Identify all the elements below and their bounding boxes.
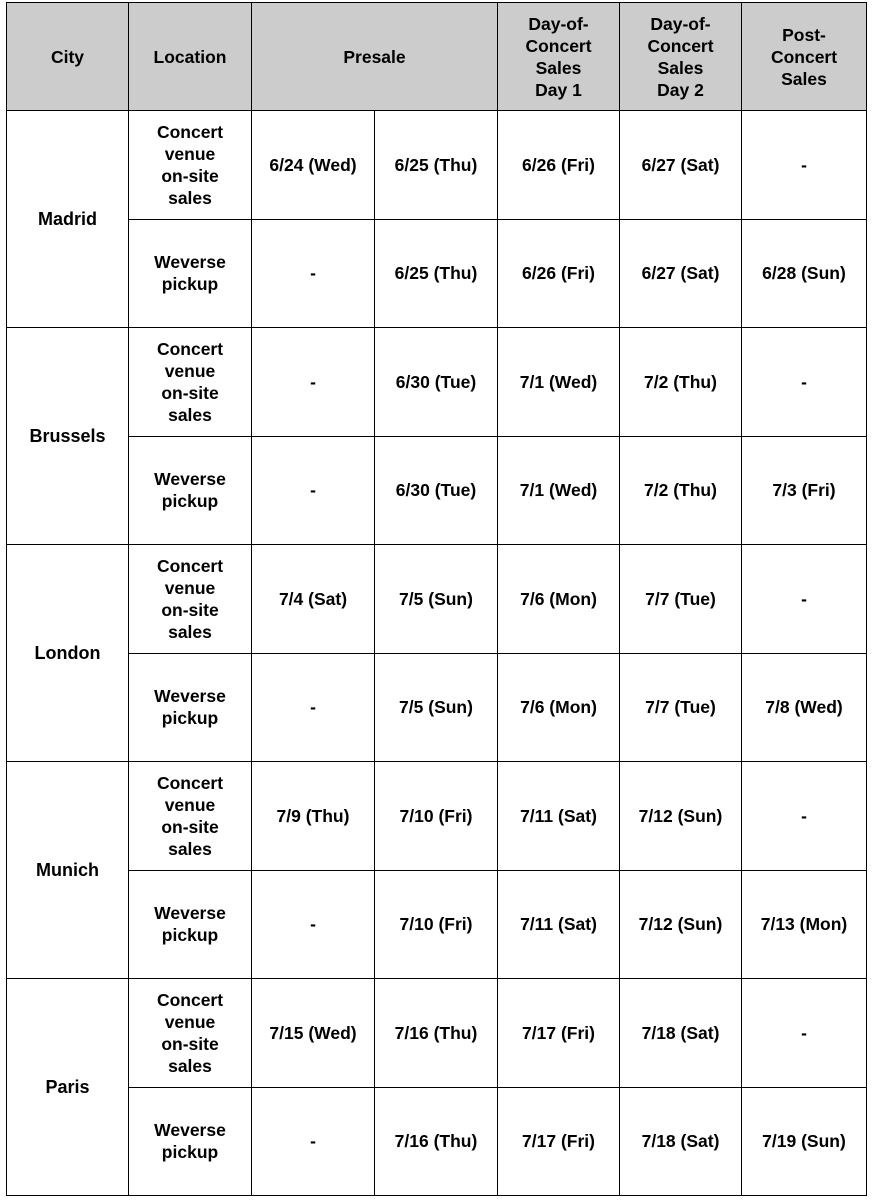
concert-day2-cell: 6/27 (Sat) xyxy=(620,111,742,220)
concert-day1-cell: 7/11 (Sat) xyxy=(498,762,620,871)
post-concert-cell: 7/13 (Mon) xyxy=(742,870,867,979)
presale-day1-cell: - xyxy=(252,1087,375,1196)
header-day1: Day-of- Concert Sales Day 1 xyxy=(498,3,620,111)
presale-day1-cell: - xyxy=(252,328,375,437)
post-concert-cell: - xyxy=(742,111,867,220)
presale-day2-cell: 7/10 (Fri) xyxy=(375,870,498,979)
table-row xyxy=(7,545,867,654)
presale-day2-cell: 6/25 (Thu) xyxy=(375,111,498,220)
concert-day2-cell: 7/12 (Sun) xyxy=(620,870,742,979)
location-cell: Concert venue on-site sales xyxy=(129,979,252,1088)
table-row xyxy=(7,111,867,220)
presale-day2-cell: 6/30 (Tue) xyxy=(375,436,498,545)
header-presale: Presale xyxy=(252,3,498,111)
concert-day2-cell: 7/2 (Thu) xyxy=(620,436,742,545)
concert-day1-cell: 7/11 (Sat) xyxy=(498,870,620,979)
presale-day2-cell: 7/16 (Thu) xyxy=(375,1087,498,1196)
table-row xyxy=(7,870,867,979)
table-row xyxy=(7,979,867,1088)
table-row xyxy=(7,1087,867,1196)
presale-day1-cell: - xyxy=(252,870,375,979)
city-cell: London xyxy=(7,545,129,762)
header-city: City xyxy=(7,3,129,111)
table-row xyxy=(7,219,867,328)
presale-day1-cell: 6/24 (Wed) xyxy=(252,111,375,220)
header-day2: Day-of- Concert Sales Day 2 xyxy=(620,3,742,111)
concert-day1-cell: 7/1 (Wed) xyxy=(498,328,620,437)
city-cell: Paris xyxy=(7,979,129,1196)
location-cell: Concert venue on-site sales xyxy=(129,762,252,871)
presale-day2-cell: 6/25 (Thu) xyxy=(375,219,498,328)
concert-day2-cell: 7/7 (Tue) xyxy=(620,653,742,762)
table-row xyxy=(7,653,867,762)
concert-day2-cell: 7/2 (Thu) xyxy=(620,328,742,437)
presale-day1-cell: 7/9 (Thu) xyxy=(252,762,375,871)
city-cell: Munich xyxy=(7,762,129,979)
post-concert-cell: - xyxy=(742,545,867,654)
concert-day2-cell: 7/12 (Sun) xyxy=(620,762,742,871)
table-row xyxy=(7,436,867,545)
table-row xyxy=(7,762,867,871)
presale-day1-cell: 7/15 (Wed) xyxy=(252,979,375,1088)
presale-day1-cell: - xyxy=(252,653,375,762)
concert-day2-cell: 7/18 (Sat) xyxy=(620,1087,742,1196)
presale-day1-cell: - xyxy=(252,219,375,328)
location-cell: Weverse pickup xyxy=(129,1087,252,1196)
post-concert-cell: 7/3 (Fri) xyxy=(742,436,867,545)
concert-day1-cell: 7/6 (Mon) xyxy=(498,653,620,762)
concert-day2-cell: 7/18 (Sat) xyxy=(620,979,742,1088)
presale-day2-cell: 7/10 (Fri) xyxy=(375,762,498,871)
city-cell: Brussels xyxy=(7,328,129,545)
sales-schedule-table xyxy=(6,2,867,1196)
presale-day2-cell: 7/16 (Thu) xyxy=(375,979,498,1088)
table-row xyxy=(7,328,867,437)
post-concert-cell: 6/28 (Sun) xyxy=(742,219,867,328)
presale-day1-cell: - xyxy=(252,436,375,545)
concert-day2-cell: 6/27 (Sat) xyxy=(620,219,742,328)
location-cell: Concert venue on-site sales xyxy=(129,111,252,220)
concert-day1-cell: 6/26 (Fri) xyxy=(498,219,620,328)
post-concert-cell: - xyxy=(742,979,867,1088)
presale-day2-cell: 7/5 (Sun) xyxy=(375,653,498,762)
concert-day2-cell: 7/7 (Tue) xyxy=(620,545,742,654)
concert-day1-cell: 7/1 (Wed) xyxy=(498,436,620,545)
table-body xyxy=(7,111,867,1196)
concert-day1-cell: 7/17 (Fri) xyxy=(498,979,620,1088)
location-cell: Weverse pickup xyxy=(129,870,252,979)
header-row xyxy=(7,3,867,111)
presale-day2-cell: 6/30 (Tue) xyxy=(375,328,498,437)
concert-day1-cell: 7/6 (Mon) xyxy=(498,545,620,654)
location-cell: Concert venue on-site sales xyxy=(129,328,252,437)
header-location: Location xyxy=(129,3,252,111)
location-cell: Concert venue on-site sales xyxy=(129,545,252,654)
city-cell: Madrid xyxy=(7,111,129,328)
concert-day1-cell: 7/17 (Fri) xyxy=(498,1087,620,1196)
presale-day2-cell: 7/5 (Sun) xyxy=(375,545,498,654)
header-post: Post- Concert Sales xyxy=(742,3,867,111)
post-concert-cell: - xyxy=(742,762,867,871)
location-cell: Weverse pickup xyxy=(129,436,252,545)
location-cell: Weverse pickup xyxy=(129,219,252,328)
presale-day1-cell: 7/4 (Sat) xyxy=(252,545,375,654)
post-concert-cell: 7/8 (Wed) xyxy=(742,653,867,762)
post-concert-cell: 7/19 (Sun) xyxy=(742,1087,867,1196)
post-concert-cell: - xyxy=(742,328,867,437)
location-cell: Weverse pickup xyxy=(129,653,252,762)
concert-day1-cell: 6/26 (Fri) xyxy=(498,111,620,220)
